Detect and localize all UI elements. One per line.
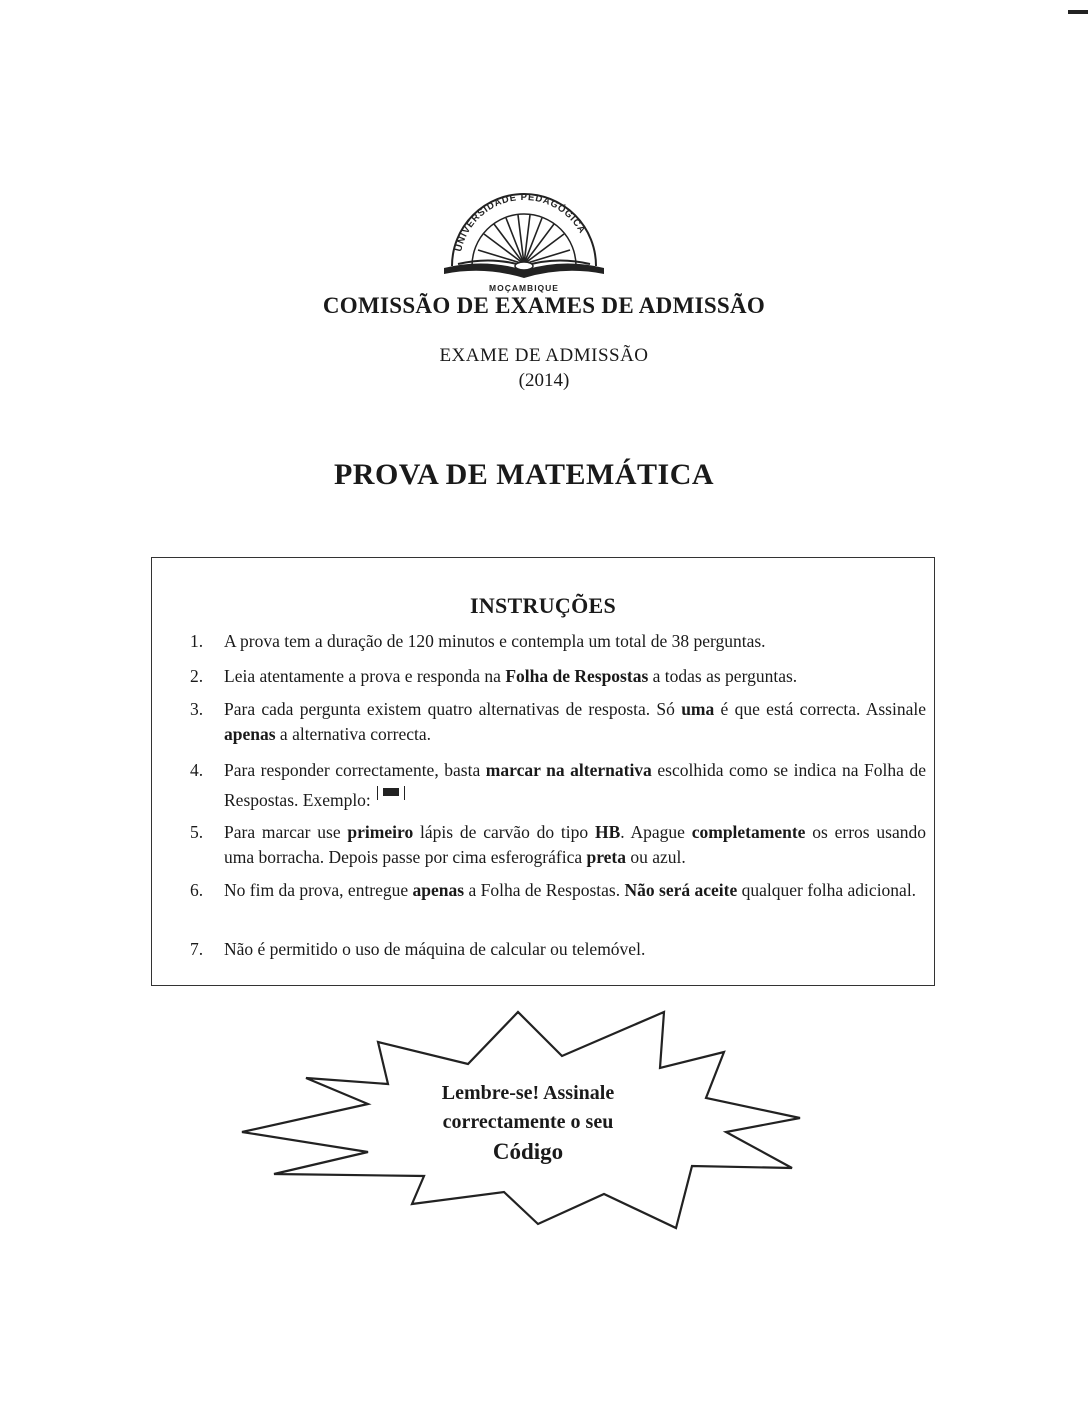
instruction-item (190, 697, 926, 747)
instruction-item (190, 755, 926, 815)
instruction-item (190, 629, 926, 654)
instruction-text: No fim da prova, entregue apenas a Folha de Respostas. Não será aceite qualquer folha adicional. (224, 880, 917, 900)
example-mark-icon (377, 786, 405, 800)
logo-arc-text: UNIVERSIDADE PEDAGÓGICA (453, 191, 588, 253)
instruction-number: 6. (190, 880, 204, 900)
instruction-text: Para responder correctamente, basta marcar na alternativa escolhida como se indica na Folha de Respostas. Exemplo: (224, 760, 926, 810)
university-logo (438, 188, 610, 296)
instruction-text: A prova tem a duração de 120 minutos e contempla um total de 38 perguntas. (224, 631, 766, 651)
commission-title: COMISSÃO DE EXAMES DE ADMISSÃO (322, 293, 766, 318)
instruction-text: Para cada pergunta existem quatro alternativas de resposta. Só uma é que está correcta. Assinale apenas a alternativa correcta. (224, 699, 926, 744)
instruction-text: Não é permitido o uso de máquina de calcular ou telemóvel. (224, 939, 646, 959)
instruction-number: 3. (190, 699, 204, 719)
instruction-number: 4. (190, 760, 204, 780)
instructions-heading: INSTRUÇÕES (469, 593, 617, 618)
instruction-text: Para marcar use primeiro lápis de carvão do tipo HB. Apague completamente os erros usando uma borracha. Depois passe por cima esferográfica preta ou azul. (224, 822, 926, 867)
instruction-item (190, 664, 926, 689)
instruction-number: 1. (190, 631, 204, 651)
svg-text:UNIVERSIDADE PEDAGÓGICA (453, 192, 587, 253)
subject-title: PROVA DE MATEMÁTICA (333, 458, 715, 491)
scan-edge-mark (1068, 10, 1088, 14)
instruction-item (190, 820, 926, 870)
instructions-box (151, 557, 935, 986)
exam-title: EXAME DE ADMISSÃO (439, 345, 649, 366)
reminder-line-1: Lembre-se! Assinale (441, 1082, 615, 1104)
instruction-number: 2. (190, 666, 204, 686)
instruction-number: 5. (190, 822, 204, 842)
instruction-item (190, 878, 926, 903)
reminder-text (408, 1079, 648, 1166)
logo-bottom-text: MOÇAMBIQUE (489, 283, 559, 293)
instruction-number: 7. (190, 939, 204, 959)
instruction-item (190, 937, 926, 962)
instruction-text: Leia atentamente a prova e responda na Folha de Respostas a todas as perguntas. (224, 666, 798, 686)
reminder-line-3: Código (492, 1139, 564, 1164)
reminder-line-2: correctamente o seu (442, 1111, 614, 1133)
exam-year: (2014) (518, 370, 570, 391)
